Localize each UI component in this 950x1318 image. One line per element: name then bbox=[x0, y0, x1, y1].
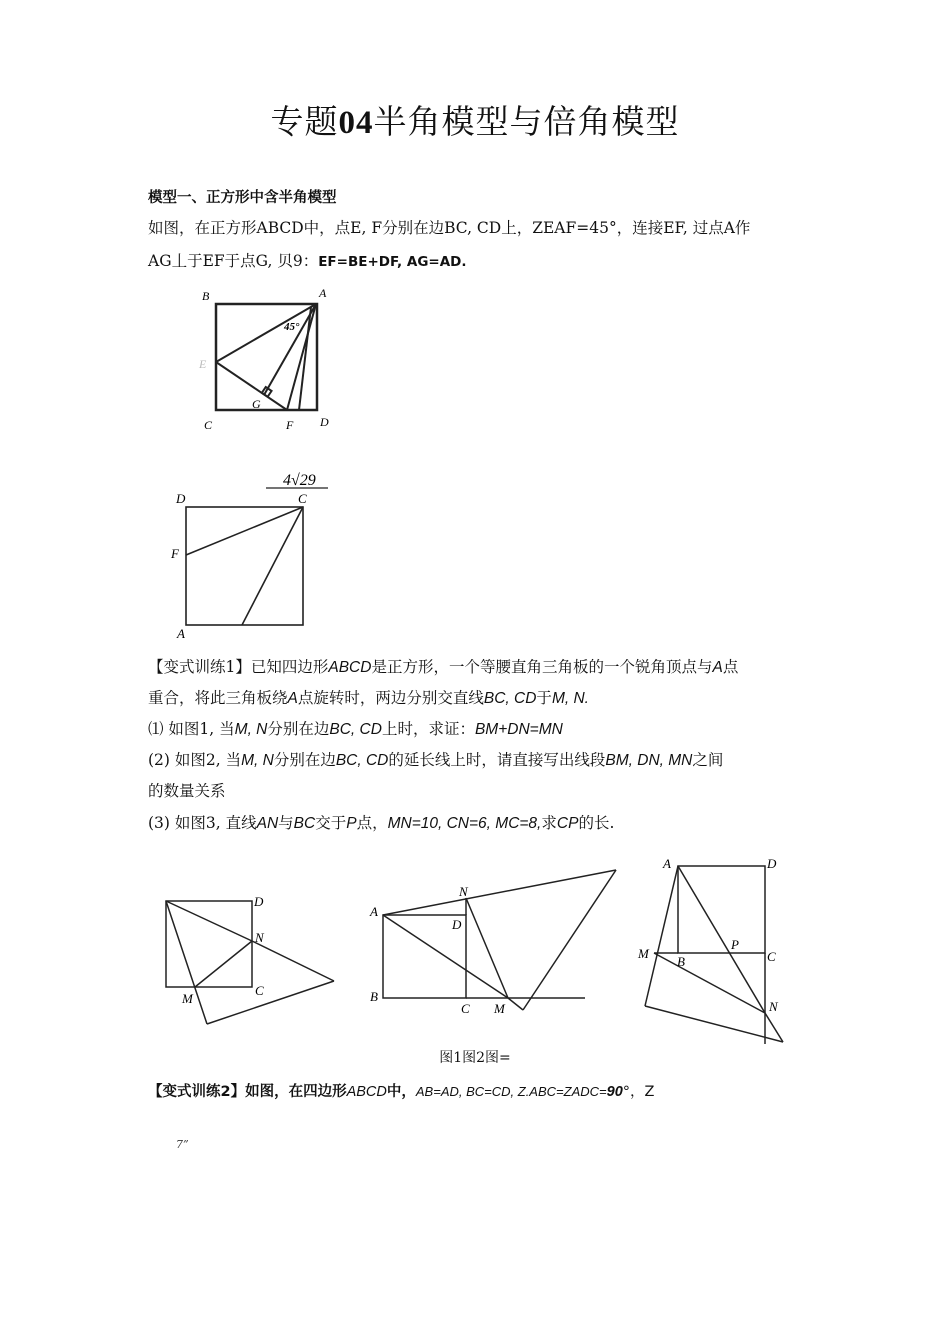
fig1-label-e: E bbox=[199, 357, 207, 371]
fig1-label-b: B bbox=[202, 289, 210, 303]
figb-label-b: B bbox=[370, 989, 378, 1004]
figb-label-d: D bbox=[452, 917, 462, 932]
fig2-top-note: 4√29 bbox=[283, 472, 316, 489]
exercise2-line: 【变式训练2】如图，在四边形ABCD中，AB=AD, BC=CD, Z.ABC=ZADC=90°，Z bbox=[148, 1084, 655, 1100]
figc-label-m: M bbox=[638, 946, 649, 961]
figc-label-a: A bbox=[663, 856, 671, 871]
section-heading: 模型一、正方形中含半角模型 bbox=[148, 190, 337, 206]
figa-label-m: M bbox=[182, 991, 193, 1006]
fig1-label-g: G bbox=[252, 397, 261, 411]
section1-line2: AG丄于EF于点G, 贝9：EF=BE+DF, AG=AD. bbox=[148, 252, 467, 270]
exercise1-line2: 重合，将此三角板绕A点旋转时，两边分别交直线BC, CD于M, N. bbox=[148, 689, 589, 707]
exercise1-question1: ⑴ 如图1, 当M, N分别在边BC, CD上时，求证：BM+DN=MN bbox=[148, 720, 563, 738]
exercise1-question2-cont: 的数量关系 bbox=[148, 782, 226, 800]
figb-label-a: A bbox=[370, 904, 378, 919]
fig2-label-f: F bbox=[171, 546, 179, 561]
fig1-label-d: D bbox=[320, 415, 329, 429]
fig1-label-angle: 45° bbox=[284, 321, 300, 333]
figa-label-d: D bbox=[254, 894, 264, 909]
exercise1-question3: (3) 如图3, 直线AN与BC交于P点，MN=10, CN=6, MC=8,求CP的长. bbox=[148, 814, 615, 832]
figc-label-n: N bbox=[769, 999, 778, 1014]
figa-label-n: N bbox=[255, 930, 264, 945]
figc-label-b: B bbox=[677, 954, 685, 969]
fig1-label-a: A bbox=[319, 286, 327, 300]
fig2-label-d: D bbox=[176, 491, 186, 506]
fig1-label-f: F bbox=[286, 418, 294, 432]
fig1-label-c: C bbox=[204, 418, 213, 432]
figb-label-c: C bbox=[461, 1001, 470, 1016]
figa-label-c: C bbox=[255, 983, 264, 998]
figure-caption: 图1图2图= bbox=[439, 1050, 511, 1066]
fig2-label-c: C bbox=[298, 491, 307, 506]
figc-label-c: C bbox=[767, 949, 776, 964]
fig2-label-a: A bbox=[177, 626, 185, 641]
page-title: 专题04半角模型与倍角模型 bbox=[270, 102, 680, 141]
figc-label-p: P bbox=[731, 937, 739, 952]
exercise1-line1: 【变式训练1】已知四边形ABCD是正方形，一个等腰直角三角板的一个锐角顶点与A点 bbox=[148, 658, 739, 676]
figb-label-m: M bbox=[494, 1001, 505, 1016]
figb-label-n: N bbox=[459, 884, 468, 899]
footnote: 7” bbox=[176, 1138, 189, 1151]
section1-line1: 如图，在正方形ABCD中，点E, F分别在边BC, CD上，ZEAF=45°，连接EF, 过点A作 bbox=[148, 219, 751, 237]
exercise1-question2: (2) 如图2, 当M, N分别在边BC, CD的延长线上时，请直接写出线段BM, DN, MN之间 bbox=[148, 751, 724, 769]
figc-label-d: D bbox=[767, 856, 777, 871]
